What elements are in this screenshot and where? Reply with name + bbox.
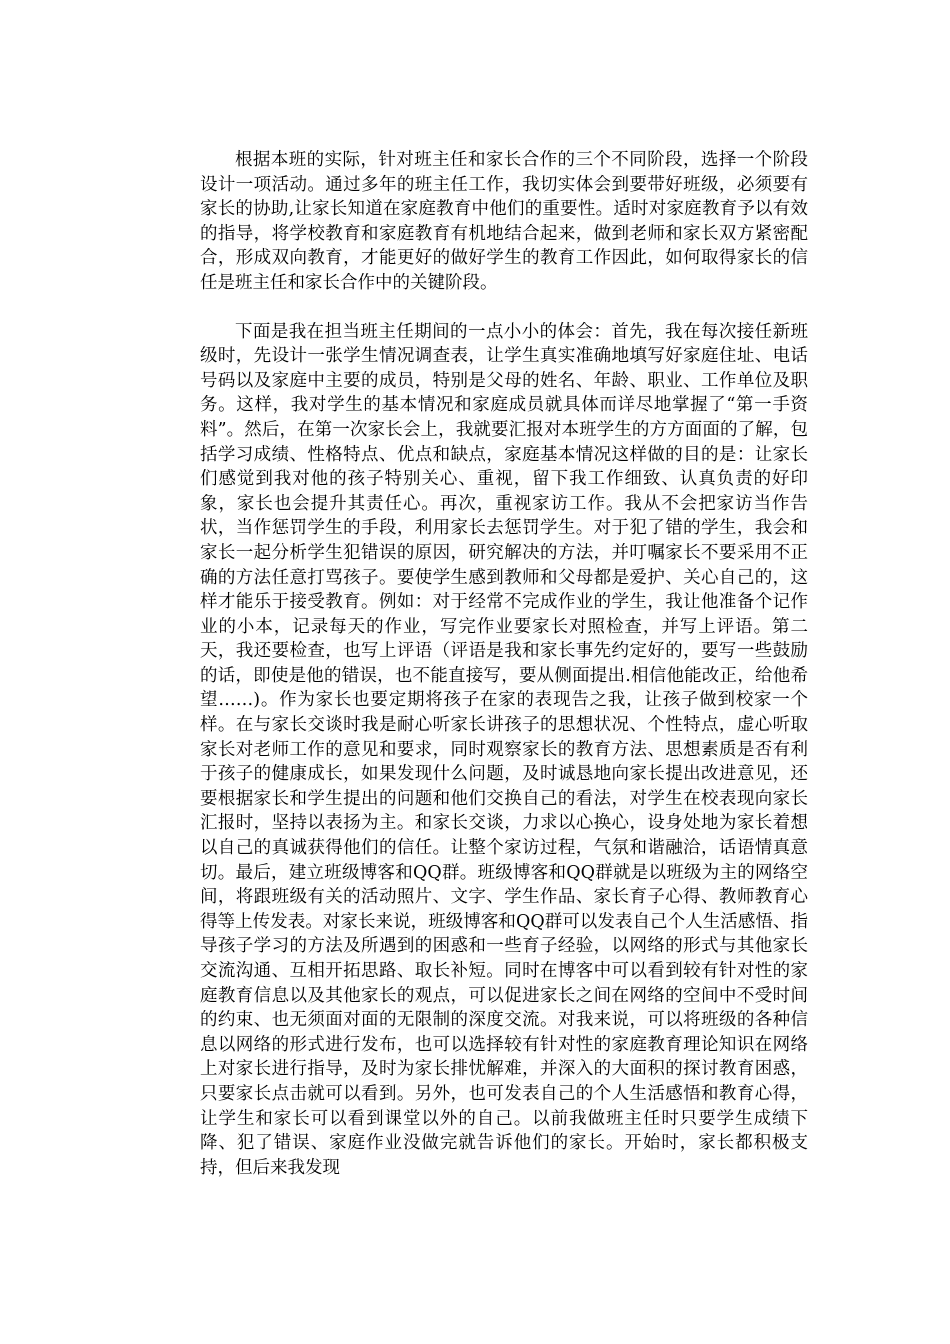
paragraph-1: 根据本班的实际，针对班主任和家长合作的三个不同阶段，选择一个阶段设计一项活动。通过多年的班主任工作，我切实体会到要带好班级，必须要有家长的协助,让家长知道在家庭教育中他们的重要性。适时对家庭教育予以有效的指导，将学校教育和家庭教育有机地结合起来，做到老师和家长双方紧密配合，形成双向教育，才能更好的做好学生的教育工作因此，如何取得家长的信任是班主任和家长合作中的关键阶段。: [200, 150, 808, 293]
paragraph-2: 下面是我在担当班主任期间的一点小小的体会：首先，我在每次接任新班级时，先设计一张学生情况调查表，让学生真实准确地填写好家庭住址、电话号码以及家庭中主要的成员，特别是父母的姓名、年龄、职业、工作单位及职务。这样，我对学生的基本情况和家庭成员就具体而详尽地掌握了“第一手资料”。然后，在第一次家长会上，我就要汇报对本班学生的方方面面的了解，包括学习成绩、性格特点、优点和缺点，家庭基本情况这样做的目的是：让家长们感觉到我对他的孩子特别关心、重视，留下我工作细致、认真负责的好印象，家长也会提升其责任心。再次，重视家访工作。我从不会把家访当作告状，当作惩罚学生的手段，利用家长去惩罚学生。对于犯了错的学生，我会和家长一起分析学生犯错误的原因，研究解决的方法，并叮嘱家长不要采用不正确的方法任意打骂孩子。要使学生感到教师和父母都是爱护、关心自己的，这样才能乐于接受教育。例如：对于经常不完成作业的学生，我让他准备个记作业的小本，记录每天的作业，写完作业要家长对照检查，并写上评语。第二天，我还要检查，也写上评语（评语是我和家长事先约定好的，要写一些鼓励的话，即使是他的错误，也不能直接写，要从侧面提出.相信他能改正，给他希望……)。作为家长也要定期将孩子在家的表现告之我，让孩子做到校家一个样。在与家长交谈时我是耐心听家长讲孩子的思想状况、个性特点，虚心听取家长对老师工作的意见和要求，同时观察家长的教育方法、思想素质是否有利于孩子的健康成长，如果发现什么问题，及时诚恳地向家长提出改进意见，还要根据家长和学生提出的问题和他们交换自己的看法，对学生在校表现向家长汇报时，坚持以表扬为主。和家长交谈，力求以心换心，设身处地为家长着想以自己的真诚获得他们的信任。让整个家访过程，气氛和谐融洽，话语情真意切。最后，建立班级博客和QQ群。班级博客和QQ群就是以班级为主的网络空间，将跟班级有关的活动照片、文字、学生作品、家长育子心得、教师教育心得等上传发表。对家长来说，班级博客和QQ群可以发表自己个人生活感悟、指导孩子学习的方法及所遇到的困惑和一些育子经验，以网络的形式与其他家长交流沟通、互相开拓思路、取长补短。同时在博客中可以看到较有针对性的家庭教育信息以及其他家长的观点，可以促进家长之间在网络的空间中不受时间的约束、也无须面对面的无限制的深度交流。对我来说，可以将班级的各种信息以网络的形式进行发布，也可以选择较有针对性的家庭教育理论知识在网络上对家长进行指导，及时为家长排忧解难，并深入的大面积的探讨教育困惑，只要家长点击就可以看到。另外，也可发表自己的个人生活感悟和教育心得，让学生和家长可以看到课堂以外的自己。以前我做班主任时只要学生成绩下降、犯了错误、家庭作业没做完就告诉他们的家长。开始时，家长都积极支持，但后来我发现: [200, 321, 808, 1178]
document-body: [200, 148, 808, 1180]
